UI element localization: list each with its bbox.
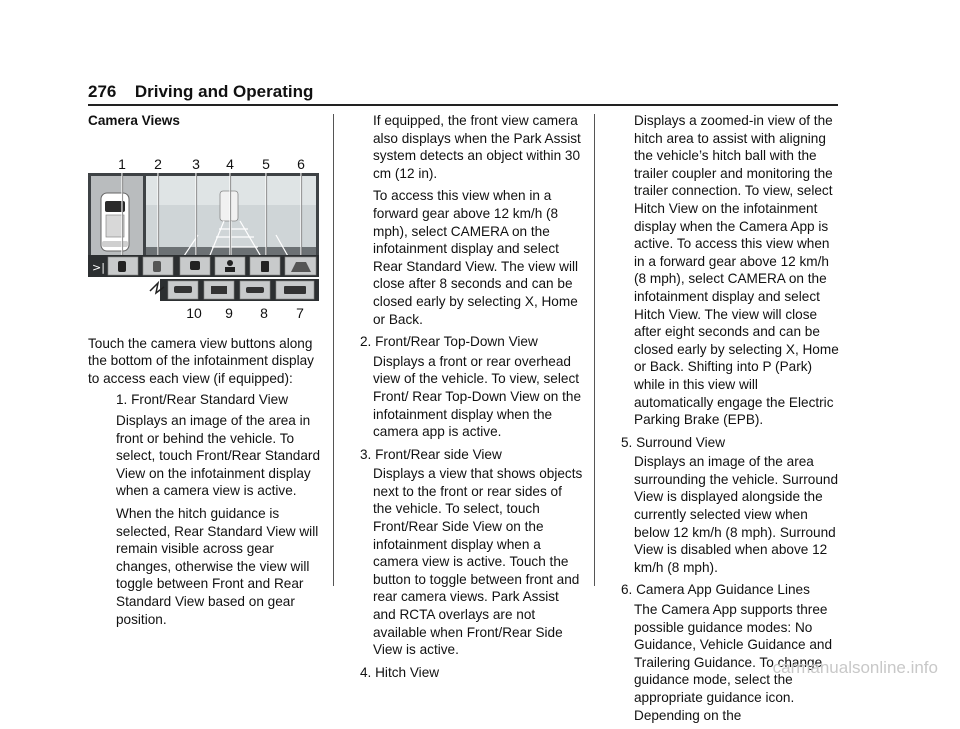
callout-1: 1 xyxy=(118,155,126,172)
list-item xyxy=(606,434,840,577)
callout-9: 9 xyxy=(225,304,233,321)
column-1 xyxy=(88,112,323,633)
item-body: Displays a front or rear overhead view of the vehicle. To view, select Front/ Rear Top-Down View on the infotainment display when the camera app is active. xyxy=(373,353,582,440)
column-divider xyxy=(594,114,595,586)
section-title: Camera Views xyxy=(88,113,180,128)
list-item-continued xyxy=(345,112,583,328)
intro-paragraph: Touch the camera view buttons along the bottom of the infotainment display to access each view (if equipped): xyxy=(88,335,314,386)
callout-8: 8 xyxy=(260,304,268,321)
list-item xyxy=(345,446,583,659)
item-heading: 1. Front/Rear Standard View xyxy=(116,392,289,408)
bottom-callouts xyxy=(88,305,323,323)
item-heading: 3. Front/Rear side View xyxy=(360,446,502,462)
list-item xyxy=(345,664,583,682)
list-item xyxy=(345,333,583,441)
column-2 xyxy=(345,112,583,683)
column-divider xyxy=(333,114,334,586)
callout-2: 2 xyxy=(154,155,162,172)
svg-text:>|: >| xyxy=(92,260,105,274)
chapter-title: Driving and Operating xyxy=(134,82,314,101)
item-heading: 2. Front/Rear Top-Down View xyxy=(360,334,538,350)
callout-4: 4 xyxy=(226,155,234,172)
item-body: When the hitch guidance is selected, Rear Standard View will remain visible across gear changes, otherwise the view will toggle between Front and Rear Standard View based on gear position. xyxy=(116,505,319,627)
callout-7: 7 xyxy=(296,304,304,321)
list-item xyxy=(606,581,840,724)
page-header xyxy=(88,82,838,102)
item-heading: 4. Hitch View xyxy=(360,664,440,680)
page-number: 276 xyxy=(88,82,117,101)
column-3 xyxy=(606,112,840,729)
camera-views-figure xyxy=(88,135,323,327)
item-body: Displays an image of the area surrounding the vehicle. Surround View is displayed alongside the currently selected view when below 12 km/h (8 mph). Surround View is disabled when above 12 km/h (8 mph). xyxy=(634,454,839,575)
infotainment-display-illustration xyxy=(88,135,323,327)
item-body: Displays a view that shows objects next to the front or rear sides of the vehicle. To select, touch Front/Rear Side View on the infotainment display when a camera view is active. Touch the button to toggle between front and rear camera views. Park Assist and RCTA overlays are not available when Front/Rear Side View is active. xyxy=(373,466,583,658)
item-body: Displays a zoomed-in view of the hitch area to assist with aligning the vehicle’s hitch ball with the trailer coupler and monitoring the trailer connection. To view, select Hitch View on the infotainment display when the Camera App is active. To access this view when in a forward gear above 12 km/h (8 mph), select CAMERA on the infotainment display and select Hitch View. The view will close after eight seconds and can be closed early by selecting X, Home or Back. Shifting into P (Park) while in this view will automatically engage the Electric Parking Brake (EPB). xyxy=(634,113,839,428)
item-body: To access this view when in a forward gear above 12 km/h (8 mph), select CAMERA on the infotainment display and select Rear Standard View. The view will close after 8 seconds and can be closed early by selecting X, Home or Back. xyxy=(373,188,579,327)
item-heading: 5. Surround View xyxy=(621,434,726,450)
watermark: carmanualsonline.info xyxy=(772,658,938,677)
item-heading: 6. Camera App Guidance Lines xyxy=(621,582,810,598)
callout-3: 3 xyxy=(192,155,200,172)
callout-10: 10 xyxy=(186,304,202,321)
item-body: Displays an image of the area in front or behind the vehicle. To select, touch Front/Rear Standard View on the infotainment display when a camera view is active. xyxy=(116,412,321,499)
item-body: If equipped, the front view camera also displays when the Park Assist system detects an object within 30 cm (12 in). xyxy=(373,113,581,181)
list-item-continued xyxy=(606,112,840,429)
callout-6: 6 xyxy=(297,155,305,172)
list-item xyxy=(88,391,323,628)
callout-5: 5 xyxy=(262,155,270,172)
header-rule xyxy=(88,104,838,106)
item-body: The Camera App supports three possible guidance modes: No Guidance, Vehicle Guidance and Trailering Guidance. To change guidance mode, select the appropriate guidance icon. Depending on the xyxy=(634,602,833,723)
